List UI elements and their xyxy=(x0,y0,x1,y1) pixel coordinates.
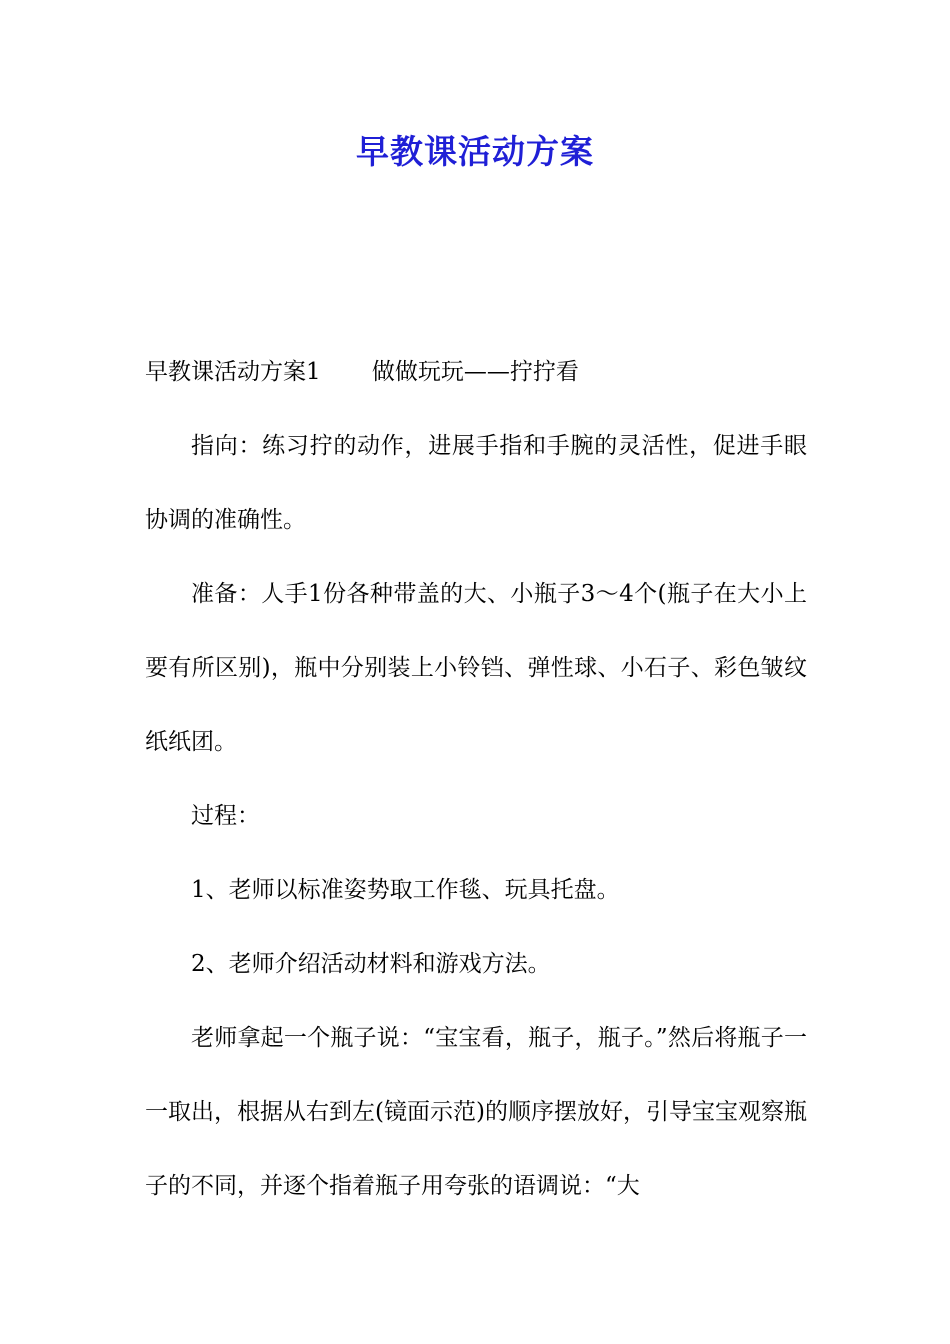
section-heading-label: 早教课活动方案1 xyxy=(145,359,321,385)
paragraph-step-1: 1、老师以标准姿势取工作毯、玩具托盘。 xyxy=(191,877,620,903)
section-heading xyxy=(145,335,807,409)
section-heading-subtitle: 做做玩玩——拧拧看 xyxy=(371,359,579,385)
document-title: 早教课活动方案 xyxy=(356,132,594,171)
paragraph-teacher-demo: 老师拿起一个瓶子说：“宝宝看，瓶子，瓶子。”然后将瓶子一一取出，根据从右到左(镜面示范)的顺序摆放好，引导宝宝观察瓶子的不同，并逐个指着瓶子用夸张的语调说：“大 xyxy=(145,1025,807,1199)
paragraph-process-label: 过程： xyxy=(191,803,260,829)
paragraph-preparation: 准备：人手1份各种带盖的大、小瓶子3～4个(瓶子在大小上要有所区别)，瓶中分别装上小铃铛、弹性球、小石子、彩色皱纹纸纸团。 xyxy=(145,581,807,755)
document-body xyxy=(145,335,807,1223)
paragraph-objective: 指向：练习拧的动作，进展手指和手腕的灵活性，促进手眼协调的准确性。 xyxy=(145,433,807,533)
paragraph-step-2: 2、老师介绍活动材料和游戏方法。 xyxy=(191,951,551,977)
